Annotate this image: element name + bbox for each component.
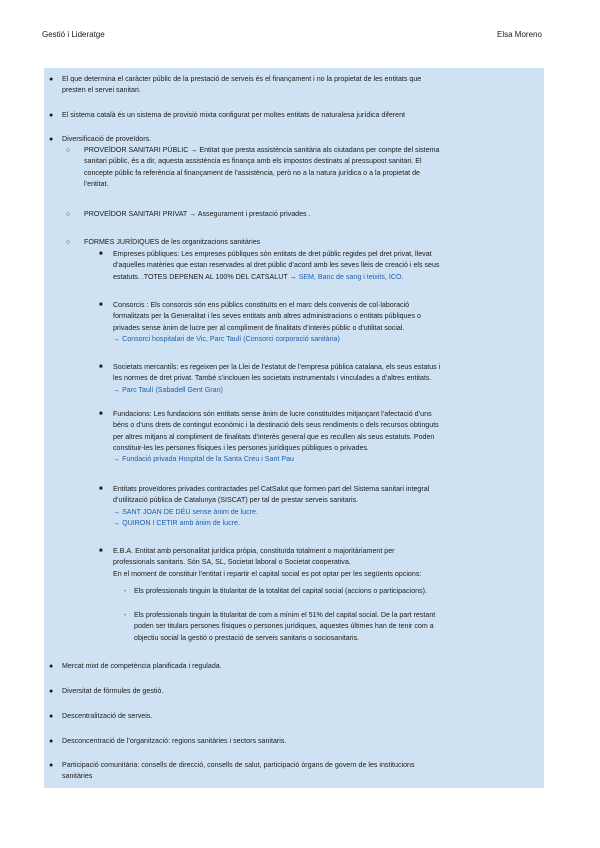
list-item: Els professionals tinguin la titularitat de com a mínim el 51% del capital social. De la part restant poden ser titulars persones físiques o persones jurídiques, aquestes últimes han de tenir com a objectiu social la gestió o prestació de serveis sanitaris o sociosanitaris.	[134, 611, 436, 642]
list-item: PROVEÏDOR SANITARI PÚBLIC → Entitat que presta assistència sanitària als ciutadans per compte del sistema sanitari públic, és a dir, aquesta assistència es finança amb els impostos destinats al pressupost sanitari. El concepte públic fa referència al finançament de l’assistència, però no a la natura jurídica o a la propietat de l’entitat.	[84, 146, 440, 188]
bullet-disc-icon: ●	[49, 136, 54, 143]
bullet-circle-icon: ○	[66, 211, 71, 218]
list-item: E.B.A. Entitat amb personalitat jurídica pròpia, constituïda totalment o majoritàriament per professionals sanitaris. Són SA, SL, Societat laboral o Societat cooperativa. En el moment de constituir l’entitat i repartir el capital social es pot optar per les següents opcions:	[113, 547, 422, 578]
example-link: → Consorci hospitalari de Vic, Parc Taulí (Consorci corporació sanitària)	[113, 334, 340, 343]
bullet-disc-icon: ●	[49, 663, 54, 670]
list-item: El que determina el caràcter públic de la prestació de serveis és el finançament i no la propietat de les entitats que presten el servei sanitari.	[62, 75, 422, 95]
header-right: Elsa Moreno	[497, 30, 542, 39]
example-link: → QUIRON I CETIR amb ànim de lucre.	[113, 518, 240, 527]
list-item: Societats mercantils: es regeixen per la Llei de l’estatut de l’empresa pública catalana, els seus estatus i les normes de dret privat. També s’inclouen les societats instrumentals i vinculades a d’altres entitats. → Parc Taulí (Sabadell Gent Gran)	[113, 362, 440, 396]
list-item: El sistema català és un sistema de provisió mixta configurat per moltes entitats de naturalesa jurídica diferent	[62, 111, 406, 119]
bullet-square-icon: ■	[99, 364, 103, 370]
example-link: SEM, Banc de sang i teixits, ICO.	[298, 272, 404, 281]
list-item: Desconcentració de l’organització: regions sanitàries i sectors sanitaris.	[62, 737, 287, 745]
bullet-square-icon: ■	[99, 251, 103, 257]
bullet-square-icon: ■	[99, 411, 103, 417]
header-left: Gestió i Lideratge	[42, 30, 105, 39]
example-link: → Parc Taulí (Sabadell Gent Gran)	[113, 385, 223, 394]
list-item: PROVEÏDOR SANITARI PRIVAT → Assegurament i prestació privades .	[84, 210, 311, 218]
bullet-square-icon: ■	[99, 548, 103, 554]
bullet-square-icon: ■	[99, 302, 103, 308]
bullet-circle-icon: ○	[66, 239, 71, 246]
list-item: Empreses públiques: Les empreses públiques són entitats de dret públic regides pel dret privat, llevat d’aquelles matèries que estan reservades al dret públic d’acord amb les seves lleis de creació i els seus estatuts. .TOTES DEPENEN AL 100% DEL CATSALUT → SEM, Banc de sang i teixits, ICO.	[113, 250, 440, 281]
bullet-disc-icon: ●	[49, 738, 54, 745]
bullet-disc-icon: ●	[49, 762, 54, 769]
list-item: Entitats proveïdores privades contractades pel CatSalut que formen part del Sistema sanitari integral d’utilització pública de Catalunya (SISCAT) per tal de prestar serveis sanitaris. → SANT JOAN DE DÉU sense ànim de lucre. → QUIRON I CETIR amb ànim de lucre.	[113, 484, 429, 529]
bullet-dash-icon: -	[124, 588, 127, 595]
list-item: Mercat mixt de competència planificada i regulada.	[62, 662, 222, 670]
bullet-circle-icon: ○	[66, 147, 71, 154]
bullet-dash-icon: -	[124, 612, 127, 619]
bullet-square-icon: ■	[99, 486, 103, 492]
list-item: Els professionals tinguin la titularitat de la totalitat del capital social (accions o participacions).	[134, 587, 427, 595]
example-link: → SANT JOAN DE DÉU sense ànim de lucre.	[113, 507, 258, 516]
example-link: → Fundació privada Hospital de la Santa Creu i Sant Pau	[113, 455, 294, 464]
bullet-disc-icon: ●	[49, 688, 54, 695]
list-item: Fundacions: Les fundacions són entitats sense ànim de lucre constituïdes mitjançant l’afectació d’uns béns o d’uns drets de contingut econòmic i la destinació dels seus rendiments o dels recursos obtinguts per altres mitjans al compliment de finalitats d’interès general que es recullen als seus estatuts. Poden constituir-les les persones físiques i les persones jurídiques públiques o privades. → Fundació privada Hospital de la Santa Creu i Sant Pau	[113, 409, 439, 465]
bullet-disc-icon: ●	[49, 713, 54, 720]
bullet-disc-icon: ●	[49, 76, 54, 83]
list-item: Consorcis : Els consorcis són ens públics constituïts en el marc dels convenis de col·laboració formalitzats per la Generalitat i les seves entitats amb altres administracions o entitats públiques o privades sense ànim de lucre per al compliment de finalitats d’interès públic o d’utilitat social. → Consorci hospitalari de Vic, Parc Taulí (Consorci corporació sanitària)	[113, 300, 421, 345]
bullet-disc-icon: ●	[49, 112, 54, 119]
list-item: Diversificació de proveïdors.	[62, 135, 152, 143]
list-item: FORMES JURÍDIQUES de les organitzacions sanitàries	[84, 238, 261, 246]
list-item: Descentralització de serveis.	[62, 712, 153, 720]
list-item: Participació comunitària: consells de direcció, consells de salut, participació òrgans de govern de les institucions sanitàries	[62, 761, 415, 781]
list-item: Diversitat de fórmules de gestió.	[62, 687, 164, 695]
